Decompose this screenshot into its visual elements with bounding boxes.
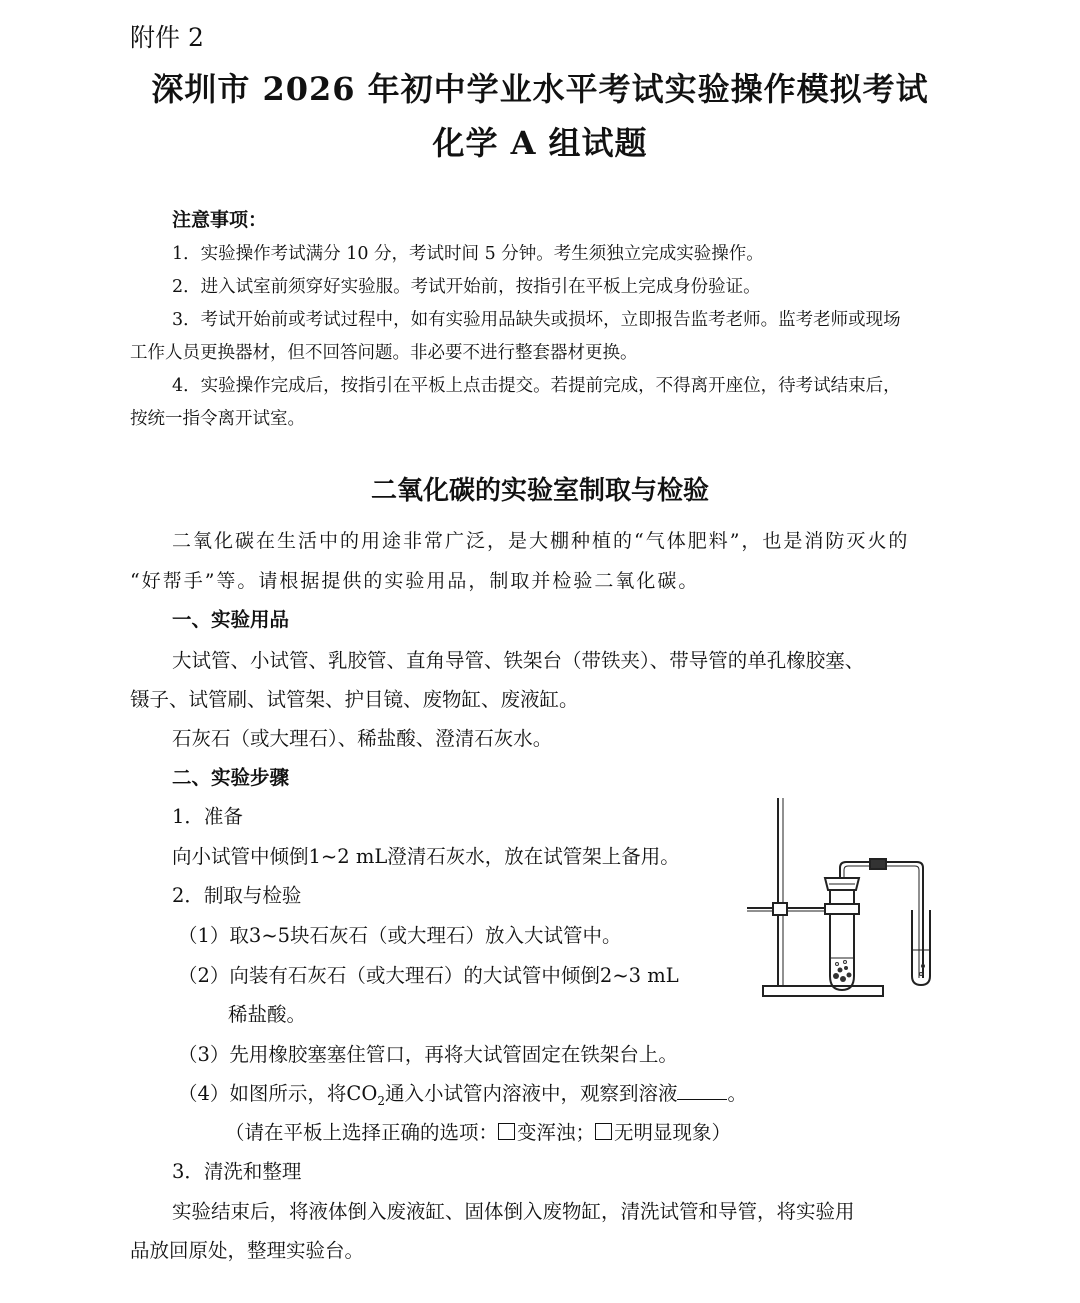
step1-text: 向小试管中倾倒1~2 mL澄清石灰水，放在试管架上备用。 [172, 845, 680, 868]
step1-heading: 1．准备 [172, 805, 243, 828]
apparatus-diagram [745, 790, 945, 1005]
attachment-label: 附件 2 [130, 23, 204, 52]
notice-item: 3．考试开始前或考试过程中，如有实验用品缺失或损坏，立即报告监考老师。监考老师或现场 [172, 310, 901, 330]
page-title: 深圳市 2026 年初中学业水平考试实验操作模拟考试 [151, 70, 929, 108]
step2-item-2: （2）向装有石灰石（或大理石）的大试管中倾倒2~3 mL [178, 964, 679, 987]
step3-text: 品放回原处，整理实验台。 [130, 1239, 365, 1262]
step2-item-1: （1）取3~5块石灰石（或大理石）放入大试管中。 [178, 924, 622, 947]
checkbox-icon [595, 1123, 612, 1140]
intro-text: 二氧化碳在生活中的用途非常广泛，是大棚种植的“气体肥料”，也是消防灭火的 [172, 530, 910, 552]
small-test-tube [912, 910, 930, 985]
notice-item: 4．实验操作完成后，按指引在平板上点击提交。若提前完成，不得离开座位，待考试结束后， [172, 376, 901, 396]
experiment-title: 二氧化碳的实验室制取与检验 [370, 476, 709, 506]
answer-blank [677, 1081, 727, 1100]
step2-heading: 2．制取与检验 [172, 884, 302, 907]
notice-item: 2．进入试室前须穿好实验服。考试开始前，按指引在平板上完成身份验证。 [172, 277, 761, 297]
rubber-tube [870, 859, 886, 869]
option-turbid: 变浑浊； [517, 1121, 596, 1144]
section-heading-steps: 二、实验步骤 [172, 766, 290, 789]
marble-chips [833, 966, 852, 982]
options-line [225, 1117, 731, 1145]
step2-item-4-end: 。 [727, 1082, 747, 1105]
notice-item: 工作人员更换器材，但不回答问题。非必要不进行整套器材更换。 [130, 343, 638, 363]
step2-item-4-post: 通入小试管内溶液中，观察到溶液 [384, 1082, 678, 1105]
step2-item-4-pre: （4）如图所示，将CO [178, 1082, 378, 1105]
option-no-change: 无明显现象） [614, 1121, 732, 1144]
notice-item: 按统一指令离开试室。 [130, 409, 305, 429]
page-subtitle: 化学 A 组试题 [432, 124, 648, 162]
materials-text: 大试管、小试管、乳胶管、直角导管、铁架台（带铁夹）、带导管的单孔橡胶塞、 [172, 649, 865, 672]
step2-item-4 [178, 1078, 747, 1108]
step2-item-2-cont: 稀盐酸。 [228, 1003, 307, 1026]
stand-base [763, 986, 883, 996]
checkbox-icon [498, 1123, 515, 1140]
intro-text: “好帮手”等。请根据提供的实验用品，制取并检验二氧化碳。 [130, 570, 700, 592]
step2-item-3: （3）先用橡胶塞塞住管口，再将大试管固定在铁架台上。 [178, 1043, 678, 1066]
section-heading-materials: 一、实验用品 [172, 608, 290, 631]
co2-subscript: 2 [377, 1093, 385, 1108]
notice-heading: 注意事项： [172, 209, 268, 231]
materials-text: 镊子、试管刷、试管架、护目镜、废物缸、废液缸。 [130, 688, 579, 711]
reagents-text: 石灰石（或大理石）、稀盐酸、澄清石灰水。 [172, 727, 553, 750]
notice-item: 1．实验操作考试满分 10 分，考试时间 5 分钟。考生须独立完成实验操作。 [172, 244, 764, 264]
step3-text: 实验结束后，将液体倒入废液缸、固体倒入废物缸，清洗试管和导管，将实验用 [172, 1200, 855, 1223]
step3-heading: 3．清洗和整理 [172, 1160, 302, 1183]
options-prefix: （请在平板上选择正确的选项： [225, 1121, 499, 1144]
